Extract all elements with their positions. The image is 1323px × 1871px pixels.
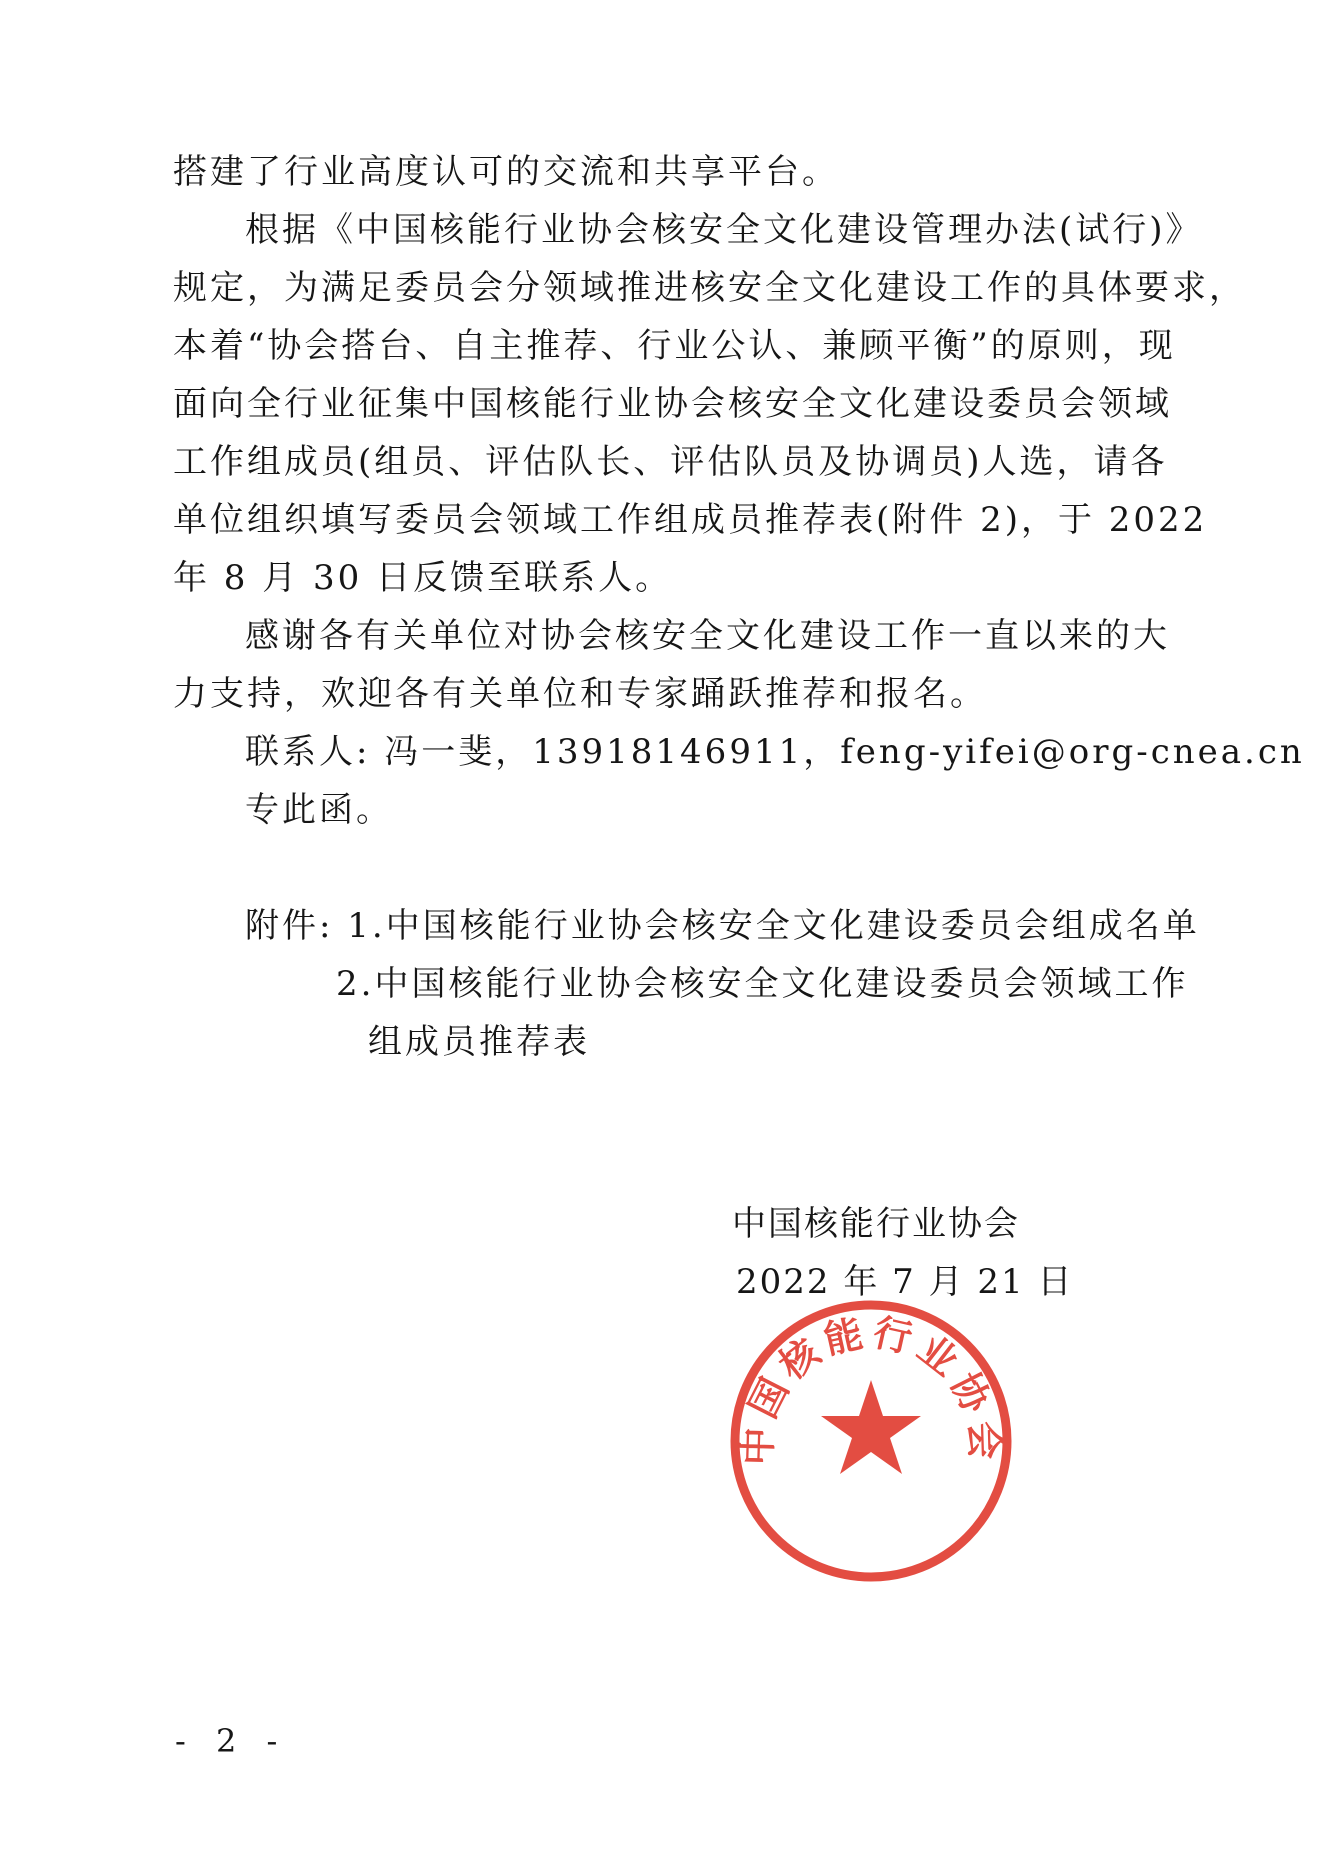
body-line-6: 工作组成员(组员、评估队长、评估队员及协调员)人选，请各 <box>173 442 1168 482</box>
body-line-3: 规定，为满足委员会分领域推进核安全文化建设工作的具体要求， <box>173 268 1246 308</box>
seal-text: 中国核能行业协会 <box>735 1309 1007 1466</box>
star-icon <box>821 1380 921 1474</box>
body-line-1: 搭建了行业高度认可的交流和共享平台。 <box>173 152 839 192</box>
signature-date: 2022 年 7 月 21 日 <box>736 1262 1074 1302</box>
official-seal <box>728 1298 1014 1584</box>
body-line-9: 感谢各有关单位对协会核安全文化建设工作一直以来的大 <box>245 616 1170 656</box>
page-number: - 2 - <box>175 1722 288 1760</box>
body-line-5: 面向全行业征集中国核能行业协会核安全文化建设委员会领域 <box>173 384 1172 424</box>
body-line-7: 单位组织填写委员会领域工作组成员推荐表(附件 2)，于 2022 <box>173 500 1208 540</box>
body-line-8: 年 8 月 30 日反馈至联系人。 <box>173 558 673 598</box>
closing-line: 专此函。 <box>245 790 393 830</box>
attachment-line-1: 附件: 1.中国核能行业协会核安全文化建设委员会组成名单 <box>245 906 1200 946</box>
body-line-4: 本着“协会搭台、自主推荐、行业公认、兼顾平衡”的原则，现 <box>173 326 1176 366</box>
signature-organization: 中国核能行业协会 <box>732 1204 1020 1244</box>
body-line-10: 力支持，欢迎各有关单位和专家踊跃推荐和报名。 <box>173 674 987 714</box>
attachment-line-3: 组成员推荐表 <box>368 1022 590 1062</box>
contact-line: 联系人: 冯一斐，13918146911，feng-yifei@org-cnea.cn <box>245 732 1305 772</box>
body-line-2: 根据《中国核能行业协会核安全文化建设管理办法(试行)》 <box>245 210 1203 250</box>
attachment-line-2: 2.中国核能行业协会核安全文化建设委员会领域工作 <box>336 964 1189 1004</box>
